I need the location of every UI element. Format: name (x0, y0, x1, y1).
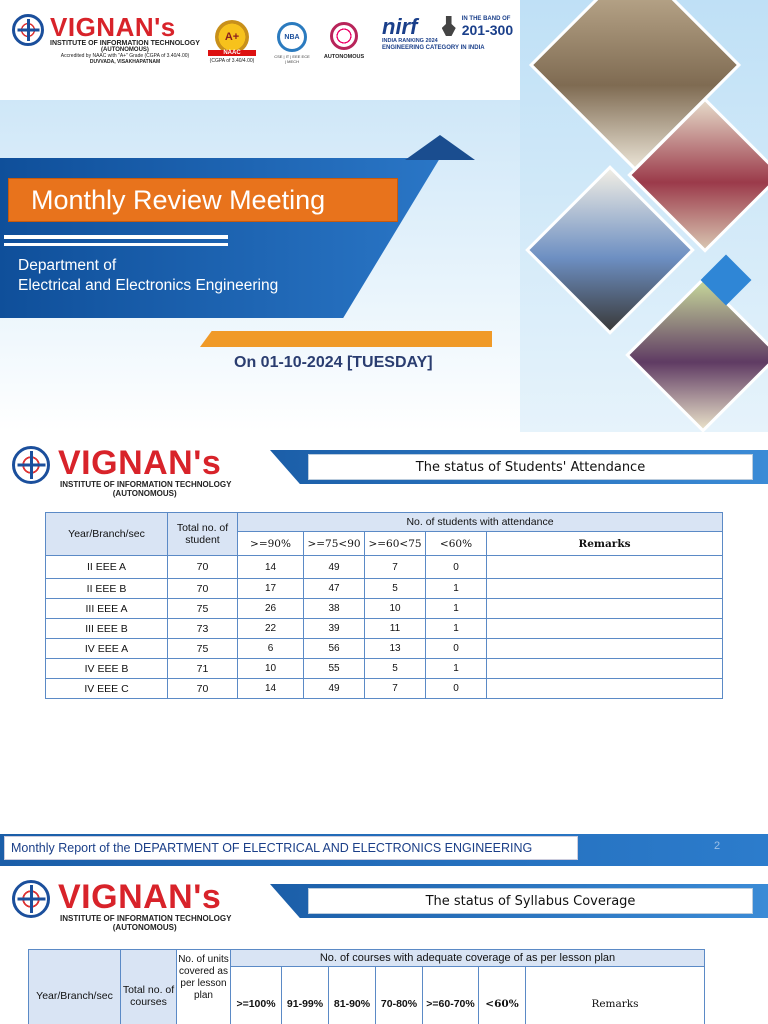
cell-remarks (487, 619, 723, 639)
nirf-logo: nirf (382, 14, 418, 39)
cell-b1: 6 (238, 639, 304, 659)
cell-b4: 0 (426, 679, 487, 699)
cell-b2: 38 (304, 599, 365, 619)
footer-text: Monthly Report of the DEPARTMENT OF ELECTRICAL AND ELECTRONICS ENGINEERING (11, 841, 533, 855)
title-orange-bar (8, 178, 398, 222)
col-header-section: Year/Branch/sec (29, 950, 121, 1024)
cell-b2: 47 (304, 579, 365, 599)
naac-grade: A+ (224, 31, 240, 43)
col-group-header: No. of students with attendance (238, 513, 723, 532)
cell-b1: 14 (238, 556, 304, 579)
col-header-band: 70-80% (376, 967, 423, 1024)
cell-sec: III EEE B (46, 619, 168, 639)
cell-b3: 10 (365, 599, 426, 619)
logo-brand: VIGNAN's (50, 12, 176, 42)
table-row (46, 679, 723, 699)
cell-remarks (487, 556, 723, 579)
department-line-1: Department of (18, 257, 117, 274)
cell-b4: 1 (426, 599, 487, 619)
cell-b2: 49 (304, 679, 365, 699)
col-header-units: No. of units covered as per lesson plan (177, 950, 231, 1024)
col-header-band: >=75<90 (304, 532, 365, 556)
logo-accreditation: Accredited by NAAC with "A+" Grade (CGPA of 3.40/4.00) (60, 53, 190, 59)
cell-total: 70 (168, 556, 238, 579)
cell-b3: 7 (365, 679, 426, 699)
logo-autonomous: (AUTONOMOUS) (112, 489, 177, 498)
cell-b1: 22 (238, 619, 304, 639)
col-header-remarks: Remarks (526, 967, 705, 1024)
cell-sec: IV EEE C (46, 679, 168, 699)
naac-badge (204, 20, 260, 64)
syllabus-table (28, 949, 705, 1024)
white-rule-2 (4, 243, 228, 246)
institute-logo (12, 446, 231, 498)
col-header-total: Total no. of student (168, 513, 238, 556)
col-header-section: Year/Branch/sec (46, 513, 168, 556)
cell-total: 73 (168, 619, 238, 639)
cell-b1: 17 (238, 579, 304, 599)
cell-sec: II EEE A (46, 556, 168, 579)
col-header-remarks: Remarks (487, 532, 723, 556)
col-header-total: Total no. of courses (121, 950, 177, 1024)
date-orange-strip (200, 331, 492, 347)
meeting-date: On 01-10-2024 [TUESDAY] (234, 354, 433, 371)
logo-subtitle: INSTITUTE OF INFORMATION TECHNOLOGY (60, 914, 232, 923)
cell-b4: 0 (426, 639, 487, 659)
cell-sec: IV EEE B (46, 659, 168, 679)
ugc-badge (320, 22, 368, 60)
ugc-emblem-icon (330, 22, 358, 50)
logo-subtitle: INSTITUTE OF INFORMATION TECHNOLOGY (50, 40, 200, 47)
department-line-2: Electrical and Electronics Engineering (18, 277, 279, 294)
logo-autonomous: (AUTONOMOUS) (112, 923, 177, 932)
cell-b2: 39 (304, 619, 365, 639)
cell-b3: 5 (365, 659, 426, 679)
nba-badge (274, 22, 310, 64)
cell-b2: 56 (304, 639, 365, 659)
nirf-block (382, 16, 532, 51)
heading-box (308, 454, 753, 480)
cell-b4: 1 (426, 619, 487, 639)
band-label: IN THE BAND OF (461, 16, 511, 22)
cell-remarks (487, 659, 723, 679)
cell-total: 71 (168, 659, 238, 679)
slide-heading: The status of Students' Attendance (415, 459, 646, 475)
cell-remarks (487, 599, 723, 619)
band-category: ENGINEERING CATEGORY IN INDIA (382, 45, 485, 51)
col-header-band: 91-99% (282, 967, 329, 1024)
col-header-band: >=60-70% (423, 967, 479, 1024)
cell-total: 70 (168, 679, 238, 699)
attendance-slide (0, 432, 768, 866)
cell-b1: 26 (238, 599, 304, 619)
heading-box (308, 888, 753, 914)
nba-label: NBA (284, 33, 300, 41)
cell-sec: IV EEE A (46, 639, 168, 659)
cell-b2: 49 (304, 556, 365, 579)
cell-b1: 10 (238, 659, 304, 679)
cell-b3: 5 (365, 579, 426, 599)
table-row (46, 599, 723, 619)
logo-brand: VIGNAN's (58, 444, 222, 482)
slide-title: Monthly Review Meeting (31, 184, 326, 215)
col-header-band: 81-90% (329, 967, 376, 1024)
cell-b3: 11 (365, 619, 426, 639)
table-row (46, 579, 723, 599)
table-row (46, 556, 723, 579)
cell-remarks (487, 639, 723, 659)
cell-b1: 14 (238, 679, 304, 699)
cell-sec: III EEE A (46, 599, 168, 619)
cell-b4: 1 (426, 579, 487, 599)
ugc-label: AUTONOMOUS (323, 54, 365, 60)
page-number: 2 (714, 840, 721, 852)
col-header-band: <60% (426, 532, 487, 556)
logo-autonomous: (AUTONOMOUS) (101, 47, 149, 53)
naac-label: NAAC (208, 50, 256, 56)
logo-subtitle: INSTITUTE OF INFORMATION TECHNOLOGY (60, 480, 232, 489)
photo-collage (530, 0, 768, 432)
col-header-band: >=90% (238, 532, 304, 556)
cell-remarks (487, 579, 723, 599)
band-value: 201-300 (461, 22, 514, 38)
attendance-table (45, 512, 723, 699)
cell-b4: 1 (426, 659, 487, 679)
cell-b3: 13 (365, 639, 426, 659)
logo-location: DUVVADA, VISAKHAPATNAM (89, 59, 161, 65)
cell-sec: II EEE B (46, 579, 168, 599)
logo-brand: VIGNAN's (58, 878, 222, 916)
photo-girl-campus (625, 277, 768, 432)
table-row (46, 619, 723, 639)
slide-heading: The status of Syllabus Coverage (425, 893, 636, 909)
footer-box (4, 836, 578, 860)
cell-b2: 55 (304, 659, 365, 679)
col-group-header: No. of courses with adequate coverage of as per lesson plan (231, 950, 705, 967)
table-row (46, 659, 723, 679)
cell-remarks (487, 679, 723, 699)
institute-logo (12, 14, 200, 65)
emblem-icon (442, 16, 456, 36)
cell-b3: 7 (365, 556, 426, 579)
cell-total: 75 (168, 639, 238, 659)
logo-wheel-icon (12, 446, 50, 484)
col-header-band: >=60<75 (365, 532, 426, 556)
col-header-band: >=100% (231, 967, 282, 1024)
cell-total: 75 (168, 599, 238, 619)
naac-cgpa: (CGPA of 3.40/4.00) (209, 58, 255, 64)
nba-programs: CSE | IT | EEE ECE | MECH (274, 54, 310, 64)
nirf-ranking: INDIA RANKING 2024 (382, 38, 438, 44)
cell-total: 70 (168, 579, 238, 599)
institute-logo (12, 880, 231, 932)
col-header-band: <60% (479, 967, 526, 1024)
table-row (46, 639, 723, 659)
title-slide (0, 0, 768, 432)
syllabus-slide (0, 866, 768, 1024)
white-rule-1 (4, 235, 228, 239)
logo-wheel-icon (12, 880, 50, 918)
cell-b4: 0 (426, 556, 487, 579)
logo-wheel-icon (12, 14, 44, 46)
